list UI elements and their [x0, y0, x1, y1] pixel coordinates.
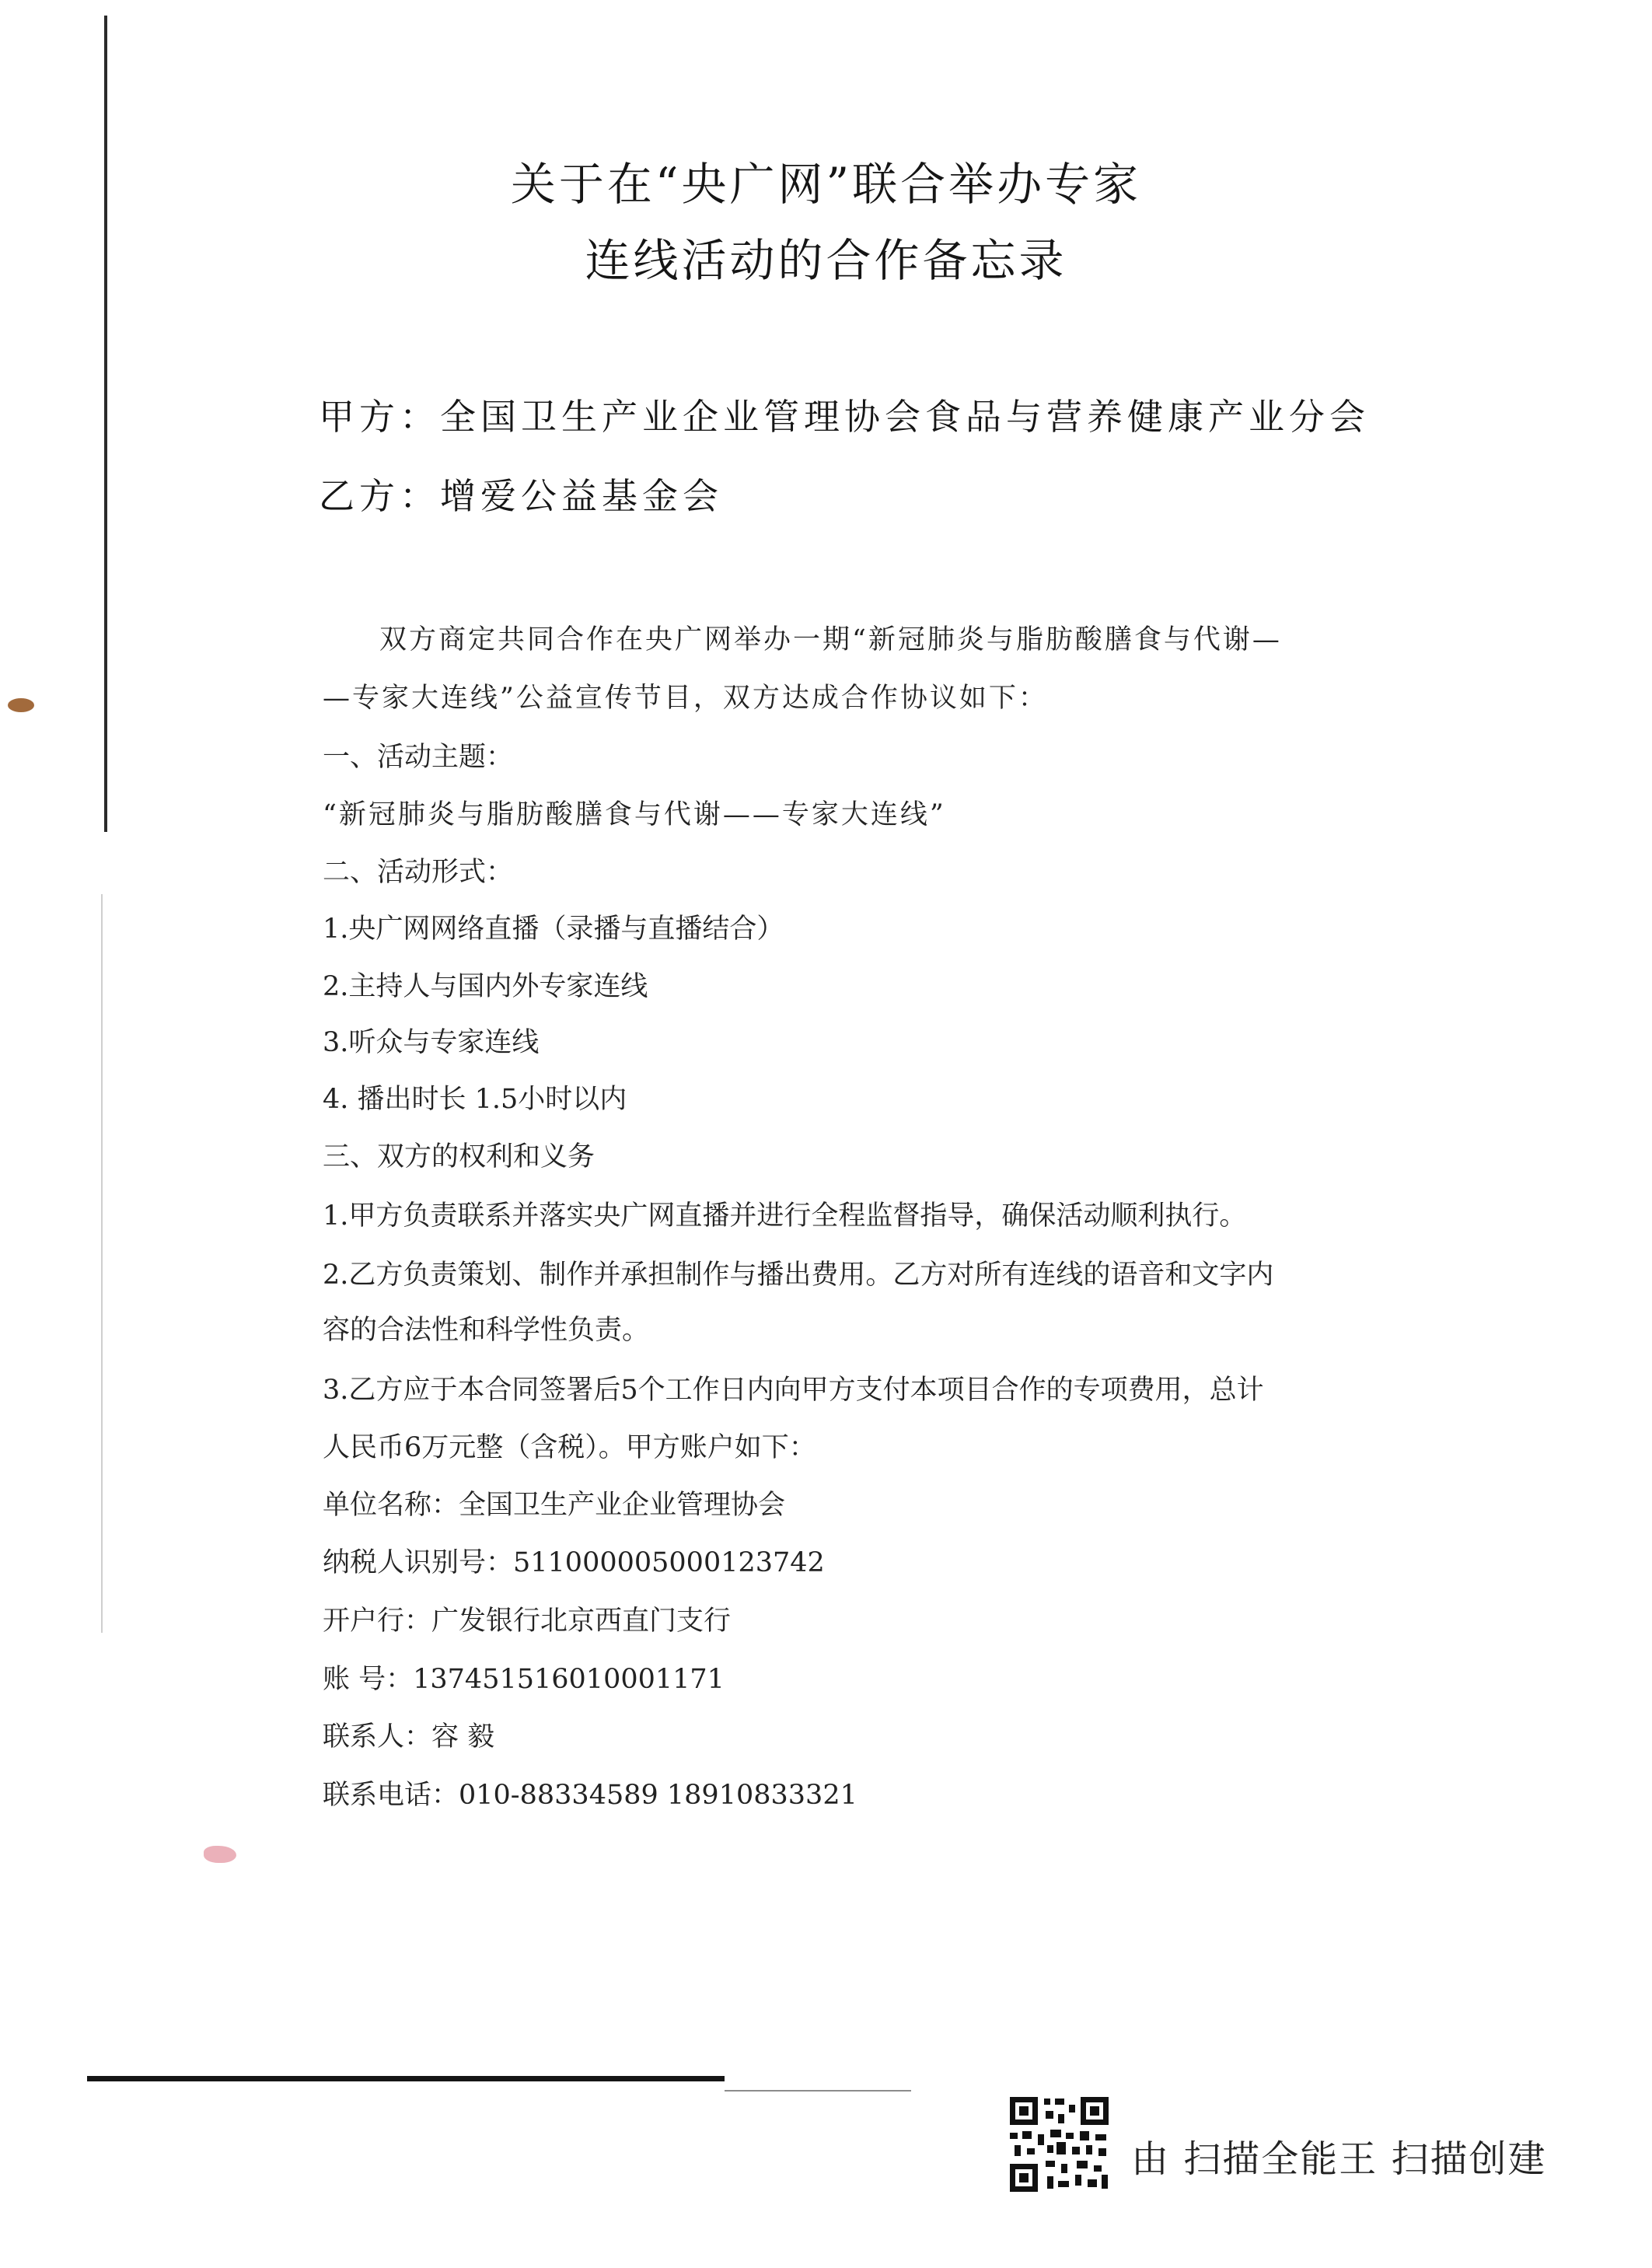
scan-border-left-faint	[101, 894, 103, 1633]
party-a: 甲方：全国卫生产业企业管理协会食品与营养健康产业分会	[319, 396, 1370, 438]
scan-border-bottom	[87, 2076, 725, 2081]
section-1-theme: “新冠肺炎与脂肪酸膳食与代谢——专家大连线”	[323, 799, 946, 830]
account-taxpayer-id: 纳税人识别号：51100000500012374​2	[323, 1547, 825, 1578]
section-3-item-1: 1.甲方负责联系并落实央广网直播并进行全程监督指导，确保活动顺利执行。	[323, 1200, 1247, 1232]
account-number: 账 号：137451516010001171	[323, 1664, 725, 1695]
intro-line-2: —专家大连线”公益宣传节目，双方达成合作协议如下：	[323, 683, 1048, 714]
section-2-heading: 二、活动形式：	[323, 857, 514, 888]
section-2-item-4: 4. 播出时长 1.5小时以内	[323, 1084, 627, 1115]
account-unit-name: 单位名称：全国卫生产业企业管理协会	[323, 1490, 786, 1521]
section-3-item-2a: 2.乙方负责策划、制作并承担制作与播出费用。乙方对所有连线的语音和文字内	[323, 1260, 1274, 1291]
section-3-heading: 三、双方的权利和义务	[323, 1141, 595, 1172]
party-b: 乙方：增爱公益基金会	[319, 475, 723, 517]
qr-code-icon	[1007, 2094, 1112, 2195]
section-2-item-3: 3.听众与专家连线	[323, 1027, 540, 1058]
scan-border-left	[104, 16, 107, 832]
section-2-item-2: 2.主持人与国内外专家连线	[323, 971, 648, 1002]
scanner-watermark: 由 扫描全能王 扫描创建	[1131, 2137, 1547, 2181]
ink-mark	[204, 1846, 236, 1863]
document-title-line1: 关于在“央广网”联合举办专家	[510, 158, 1142, 211]
section-1-heading: 一、活动主题：	[323, 742, 514, 773]
section-3-item-3b: 人民币6万元整（含税）。甲方账户如下：	[323, 1432, 816, 1463]
intro-line-1: 双方商定共同合作在央广网举办一期“新冠肺炎与脂肪酸膳食与代谢—	[379, 624, 1282, 655]
account-phone: 联系电话：010-88334589 18910833321	[323, 1780, 857, 1811]
scan-smudge	[8, 698, 34, 712]
account-bank: 开户行：广发银行北京西直门支行	[323, 1606, 732, 1637]
section-2-item-1: 1.央广网网络直播（录播与直播结合）	[323, 914, 784, 945]
account-contact: 联系人：容 毅	[323, 1721, 495, 1753]
section-3-item-3a: 3.乙方应于本合同签署后5个工作日内向甲方支付本项目合作的专项费用，总计	[323, 1375, 1264, 1406]
document-title-line2: 连线活动的合作备忘录	[585, 234, 1067, 287]
scan-border-bottom-faint	[725, 2090, 911, 2092]
section-3-item-2b: 容的合法性和科学性负责。	[323, 1315, 650, 1346]
